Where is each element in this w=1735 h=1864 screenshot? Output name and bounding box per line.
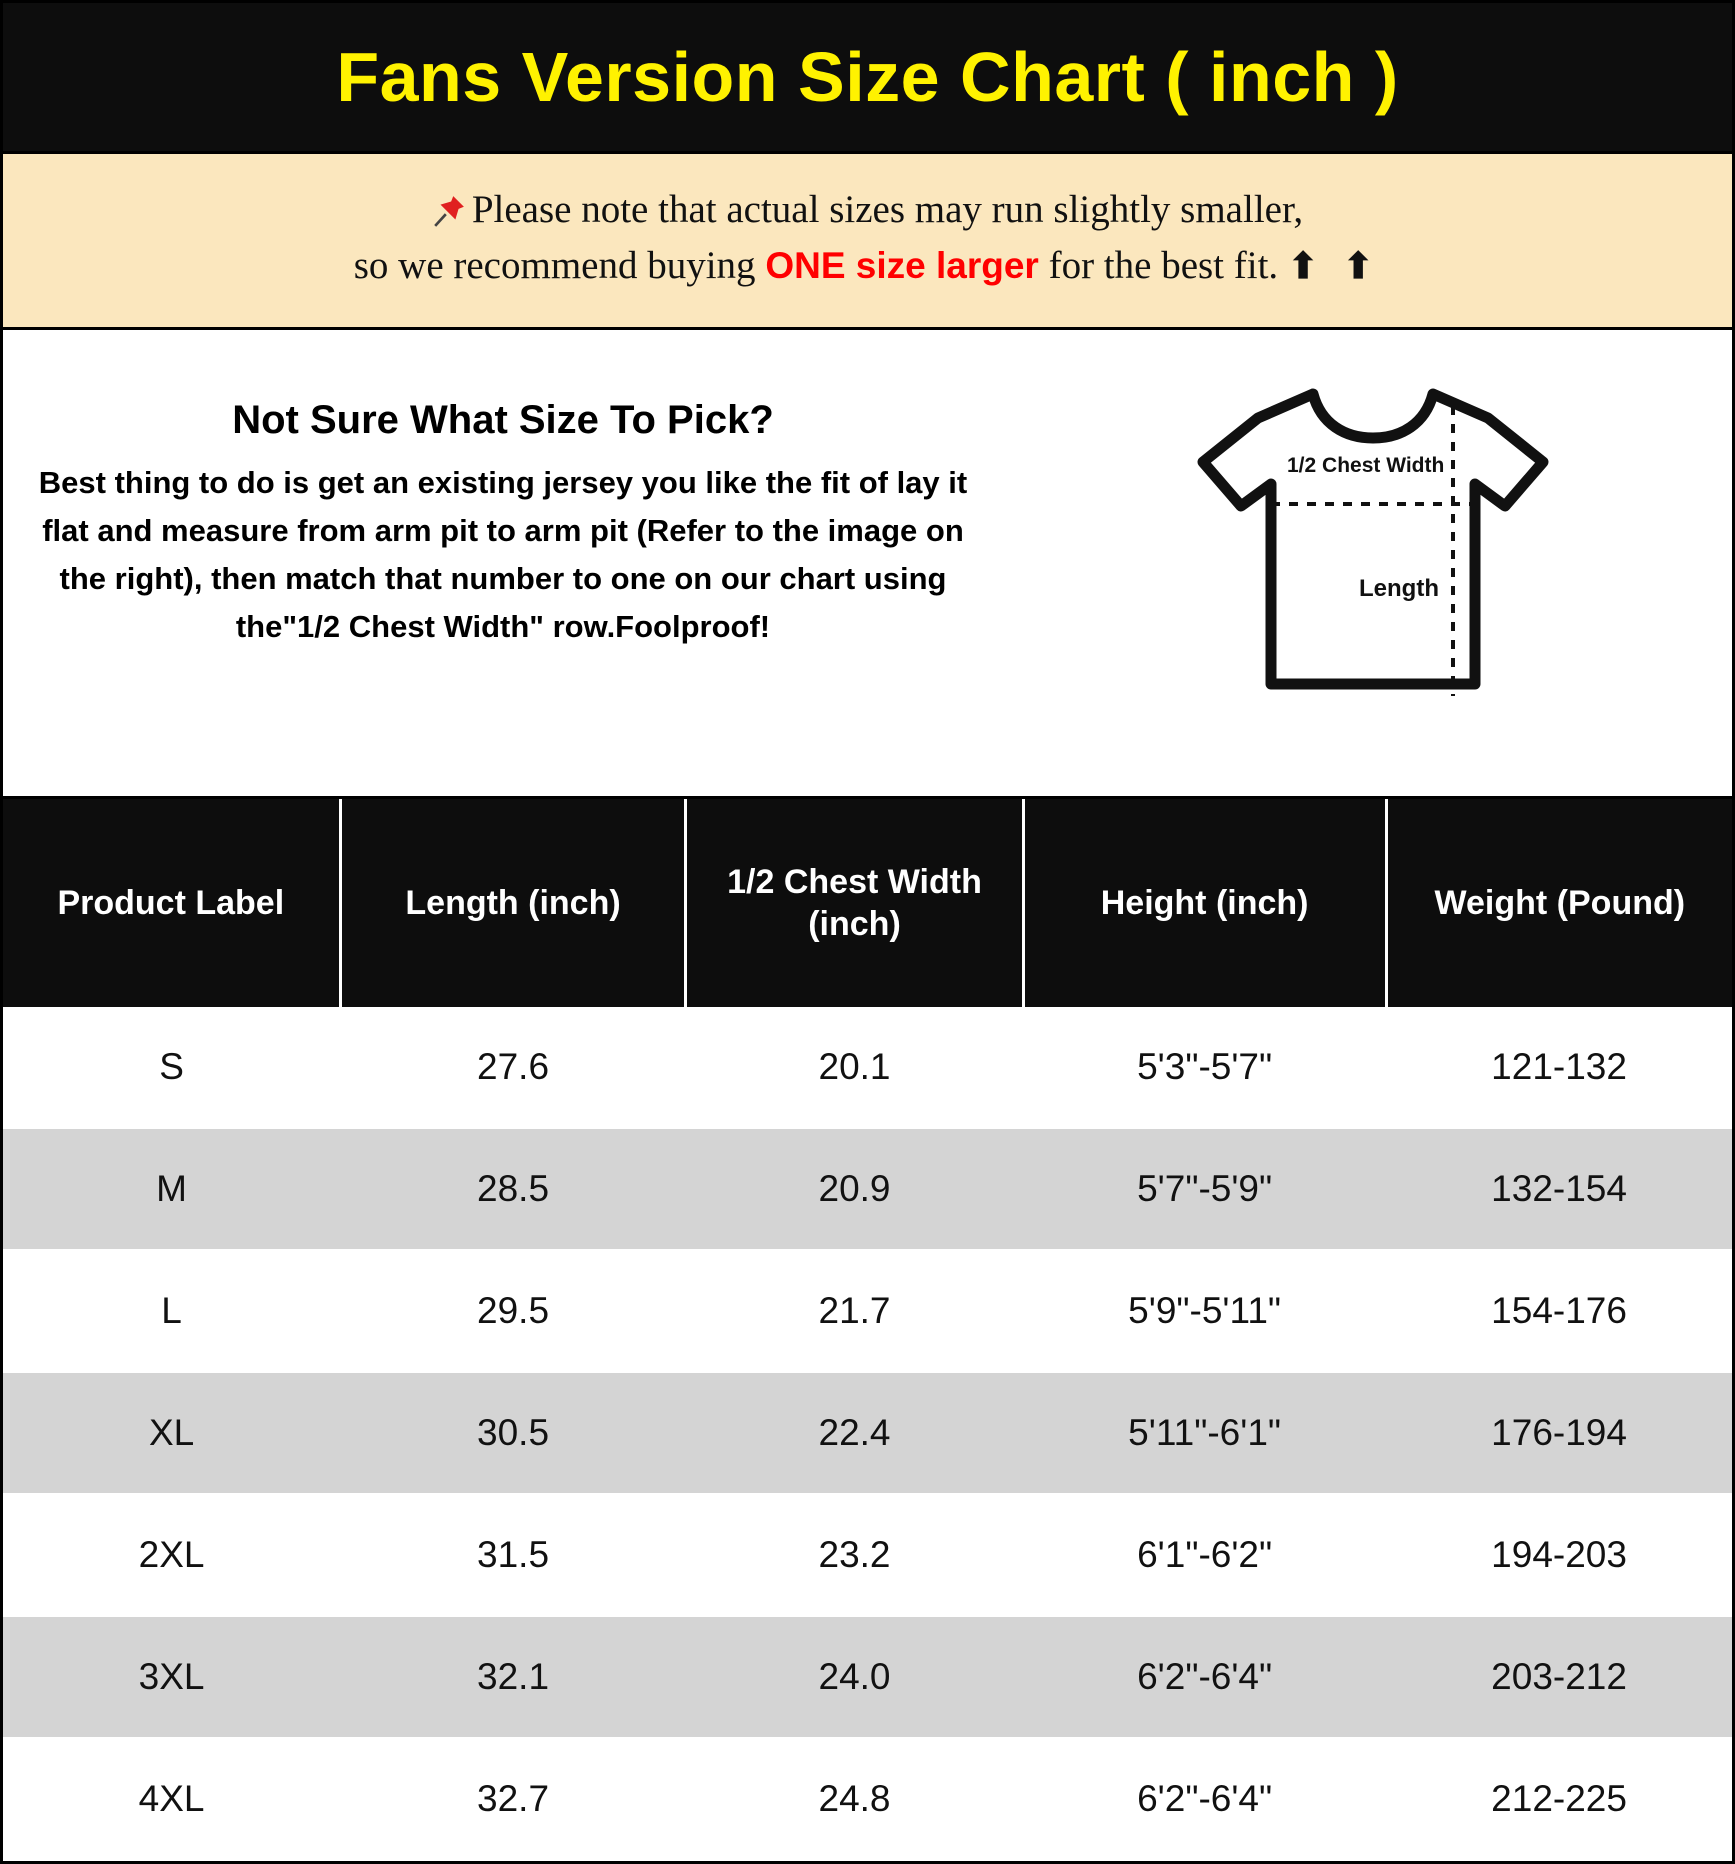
cell-length: 31.5 bbox=[340, 1494, 686, 1616]
cell-weight: 154-176 bbox=[1386, 1250, 1732, 1372]
cell-length: 29.5 bbox=[340, 1250, 686, 1372]
cell-length: 28.5 bbox=[340, 1128, 686, 1250]
table-row bbox=[3, 1616, 1732, 1738]
cell-chest-width: 23.2 bbox=[686, 1494, 1023, 1616]
table-row bbox=[3, 1128, 1732, 1250]
note-text-2-pre: so we recommend buying bbox=[353, 244, 766, 288]
header-banner bbox=[3, 3, 1732, 151]
table-header-row bbox=[3, 799, 1732, 1007]
cell-height: 6'2"-6'4" bbox=[1023, 1616, 1386, 1738]
note-text-2-post: for the best fit. bbox=[1038, 244, 1279, 288]
note-line-2 bbox=[23, 238, 1712, 295]
size-table-wrap bbox=[3, 799, 1732, 1861]
cell-length: 30.5 bbox=[340, 1372, 686, 1494]
column-header-product-label: Product Label bbox=[3, 799, 340, 1007]
note-banner bbox=[3, 151, 1732, 330]
note-line-1 bbox=[23, 182, 1712, 239]
cell-product-label: 2XL bbox=[3, 1494, 340, 1616]
page-title: Fans Version Size Chart ( inch ) bbox=[336, 37, 1399, 116]
cell-height: 5'3"-5'7" bbox=[1023, 1007, 1386, 1128]
cell-height: 5'7"-5'9" bbox=[1023, 1128, 1386, 1250]
cell-chest-width: 24.0 bbox=[686, 1616, 1023, 1738]
cell-weight: 132-154 bbox=[1386, 1128, 1732, 1250]
cell-weight: 194-203 bbox=[1386, 1494, 1732, 1616]
cell-product-label: M bbox=[3, 1128, 340, 1250]
cell-weight: 121-132 bbox=[1386, 1007, 1732, 1128]
size-table bbox=[3, 799, 1732, 1861]
length-label: Length bbox=[1358, 575, 1439, 602]
table-row bbox=[3, 1494, 1732, 1616]
cell-length: 27.6 bbox=[340, 1007, 686, 1128]
cell-height: 5'11"-6'1" bbox=[1023, 1372, 1386, 1494]
info-text-block bbox=[3, 370, 1013, 651]
cell-product-label: S bbox=[3, 1007, 340, 1128]
table-row bbox=[3, 1007, 1732, 1128]
cell-product-label: 4XL bbox=[3, 1738, 340, 1860]
cell-height: 6'2"-6'4" bbox=[1023, 1738, 1386, 1860]
note-text-1: Please note that actual sizes may run slightly smaller, bbox=[471, 187, 1304, 231]
tshirt-icon bbox=[1163, 376, 1583, 706]
info-body: Best thing to do is get an existing jersey you like the fit of lay it flat and measure from arm pit to arm pit (Refer to the image on the right), then match that number to one on our chart using the"1/2 Chest Width" row.Foolproof! bbox=[38, 465, 968, 645]
note-emphasis: ONE size larger bbox=[765, 245, 1039, 287]
cell-length: 32.1 bbox=[340, 1616, 686, 1738]
cell-height: 5'9"-5'11" bbox=[1023, 1250, 1386, 1372]
tshirt-diagram bbox=[1013, 370, 1732, 706]
table-row bbox=[3, 1250, 1732, 1372]
cell-chest-width: 20.1 bbox=[686, 1007, 1023, 1128]
arrow-up-icon: ⬆ ⬆ bbox=[1287, 246, 1382, 287]
cell-weight: 203-212 bbox=[1386, 1616, 1732, 1738]
cell-chest-width: 21.7 bbox=[686, 1250, 1023, 1372]
cell-length: 32.7 bbox=[340, 1738, 686, 1860]
column-header-chest-width: 1/2 Chest Width (inch) bbox=[686, 799, 1023, 1007]
cell-chest-width: 20.9 bbox=[686, 1128, 1023, 1250]
cell-chest-width: 22.4 bbox=[686, 1372, 1023, 1494]
info-title: Not Sure What Size To Pick? bbox=[232, 398, 774, 442]
pushpin-icon bbox=[432, 194, 466, 228]
table-row bbox=[3, 1372, 1732, 1494]
cell-weight: 212-225 bbox=[1386, 1738, 1732, 1860]
cell-weight: 176-194 bbox=[1386, 1372, 1732, 1494]
cell-product-label: 3XL bbox=[3, 1616, 340, 1738]
table-row bbox=[3, 1738, 1732, 1860]
column-header-height: Height (inch) bbox=[1023, 799, 1386, 1007]
chest-width-label: 1/2 Chest Width bbox=[1286, 454, 1444, 477]
cell-chest-width: 24.8 bbox=[686, 1738, 1023, 1860]
cell-product-label: XL bbox=[3, 1372, 340, 1494]
cell-height: 6'1"-6'2" bbox=[1023, 1494, 1386, 1616]
column-header-length: Length (inch) bbox=[340, 799, 686, 1007]
cell-product-label: L bbox=[3, 1250, 340, 1372]
column-header-weight: Weight (Pound) bbox=[1386, 799, 1732, 1007]
info-section bbox=[3, 330, 1732, 799]
